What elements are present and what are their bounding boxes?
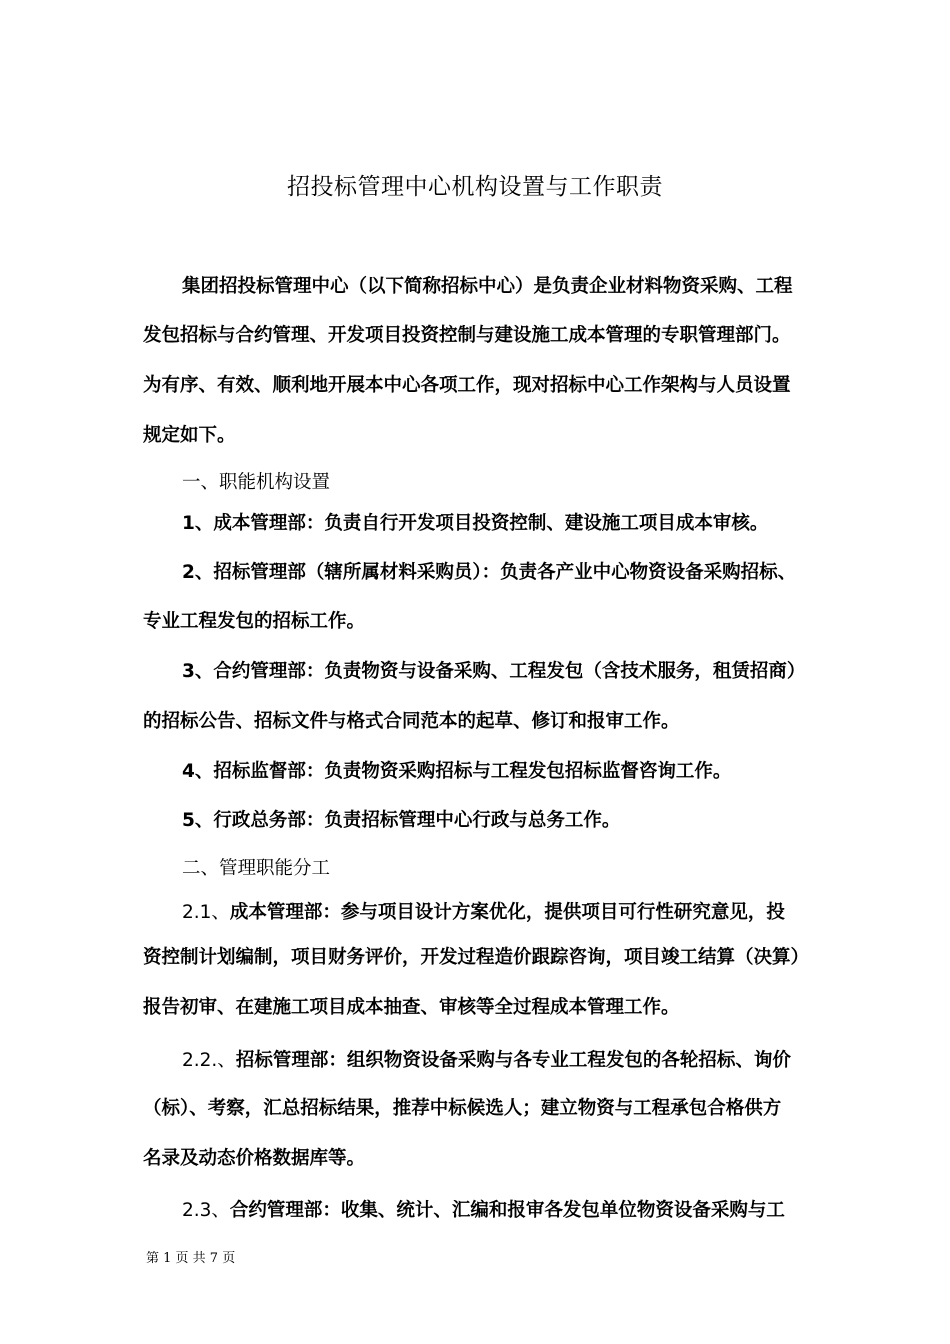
page-footer: 第 1 页 共 7 页 <box>146 1251 236 1266</box>
item-text: 合约管理部：收集、统计、汇编和报审各发包单位物资设备采购与工 <box>229 1200 785 1221</box>
intro-line-1: 集团招投标管理中心（以下简称招标中心）是负责企业材料物资采购、工程 <box>182 276 793 297</box>
section2-item-1-line-2: 资控制计划编制，项目财务评价，开发过程造价跟踪咨询，项目竣工结算（决算） <box>143 947 810 968</box>
page-title: 招投标管理中心机构设置与工作职责 <box>287 174 663 200</box>
intro-line-3: 为有序、有效、顺利地开展本中心各项工作，现对招标中心工作架构与人员设置 <box>143 375 791 396</box>
section2-item-2-line-1 <box>182 1048 791 1074</box>
section1-item-3-line-1: 3、合约管理部：负责物资与设备采购、工程发包（含技术服务，租赁招商） <box>182 661 806 682</box>
section1-item-2-line-2: 专业工程发包的招标工作。 <box>143 611 366 632</box>
section1-item-5: 5、行政总务部：负责招标管理中心行政与总务工作。 <box>182 810 621 831</box>
item-number: 2.1、 <box>182 902 230 923</box>
section2-item-3-line-1 <box>182 1198 785 1224</box>
intro-line-2: 发包招标与合约管理、开发项目投资控制与建设施工成本管理的专职管理部门。 <box>143 325 791 346</box>
section2-item-2-line-3: 名录及动态价格数据库等。 <box>143 1148 366 1169</box>
item-number: 2.3、 <box>182 1200 230 1221</box>
item-text: 成本管理部：参与项目设计方案优化，提供项目可行性研究意见，投 <box>229 902 785 923</box>
item-text: 招标管理部：组织物资设备采购与各专业工程发包的各轮招标、询价 <box>235 1050 791 1071</box>
section1-item-1: 1、成本管理部：负责自行开发项目投资控制、建设施工项目成本审核。 <box>182 513 769 534</box>
section2-heading: 二、管理职能分工 <box>182 858 331 879</box>
section2-item-1-line-1 <box>182 900 785 926</box>
section2-item-1-line-3: 报告初审、在建施工项目成本抽查、审核等全过程成本管理工作。 <box>143 997 680 1018</box>
section1-item-2-line-1: 2、招标管理部（辖所属材料采购员）：负责各产业中心物资设备采购招标、 <box>182 562 797 583</box>
section2-item-2-line-2: （标）、考察，汇总招标结果，推荐中标候选人；建立物资与工程承包合格供方 <box>143 1098 782 1119</box>
section1-heading: 一、职能机构设置 <box>182 472 331 493</box>
section1-item-4: 4、招标监督部：负责物资采购招标与工程发包招标监督咨询工作。 <box>182 761 732 782</box>
item-number: 2.2.、 <box>182 1050 236 1071</box>
intro-line-4: 规定如下。 <box>143 425 236 446</box>
section1-item-3-line-2: 的招标公告、招标文件与格式合同范本的起草、修订和报审工作。 <box>143 711 680 732</box>
